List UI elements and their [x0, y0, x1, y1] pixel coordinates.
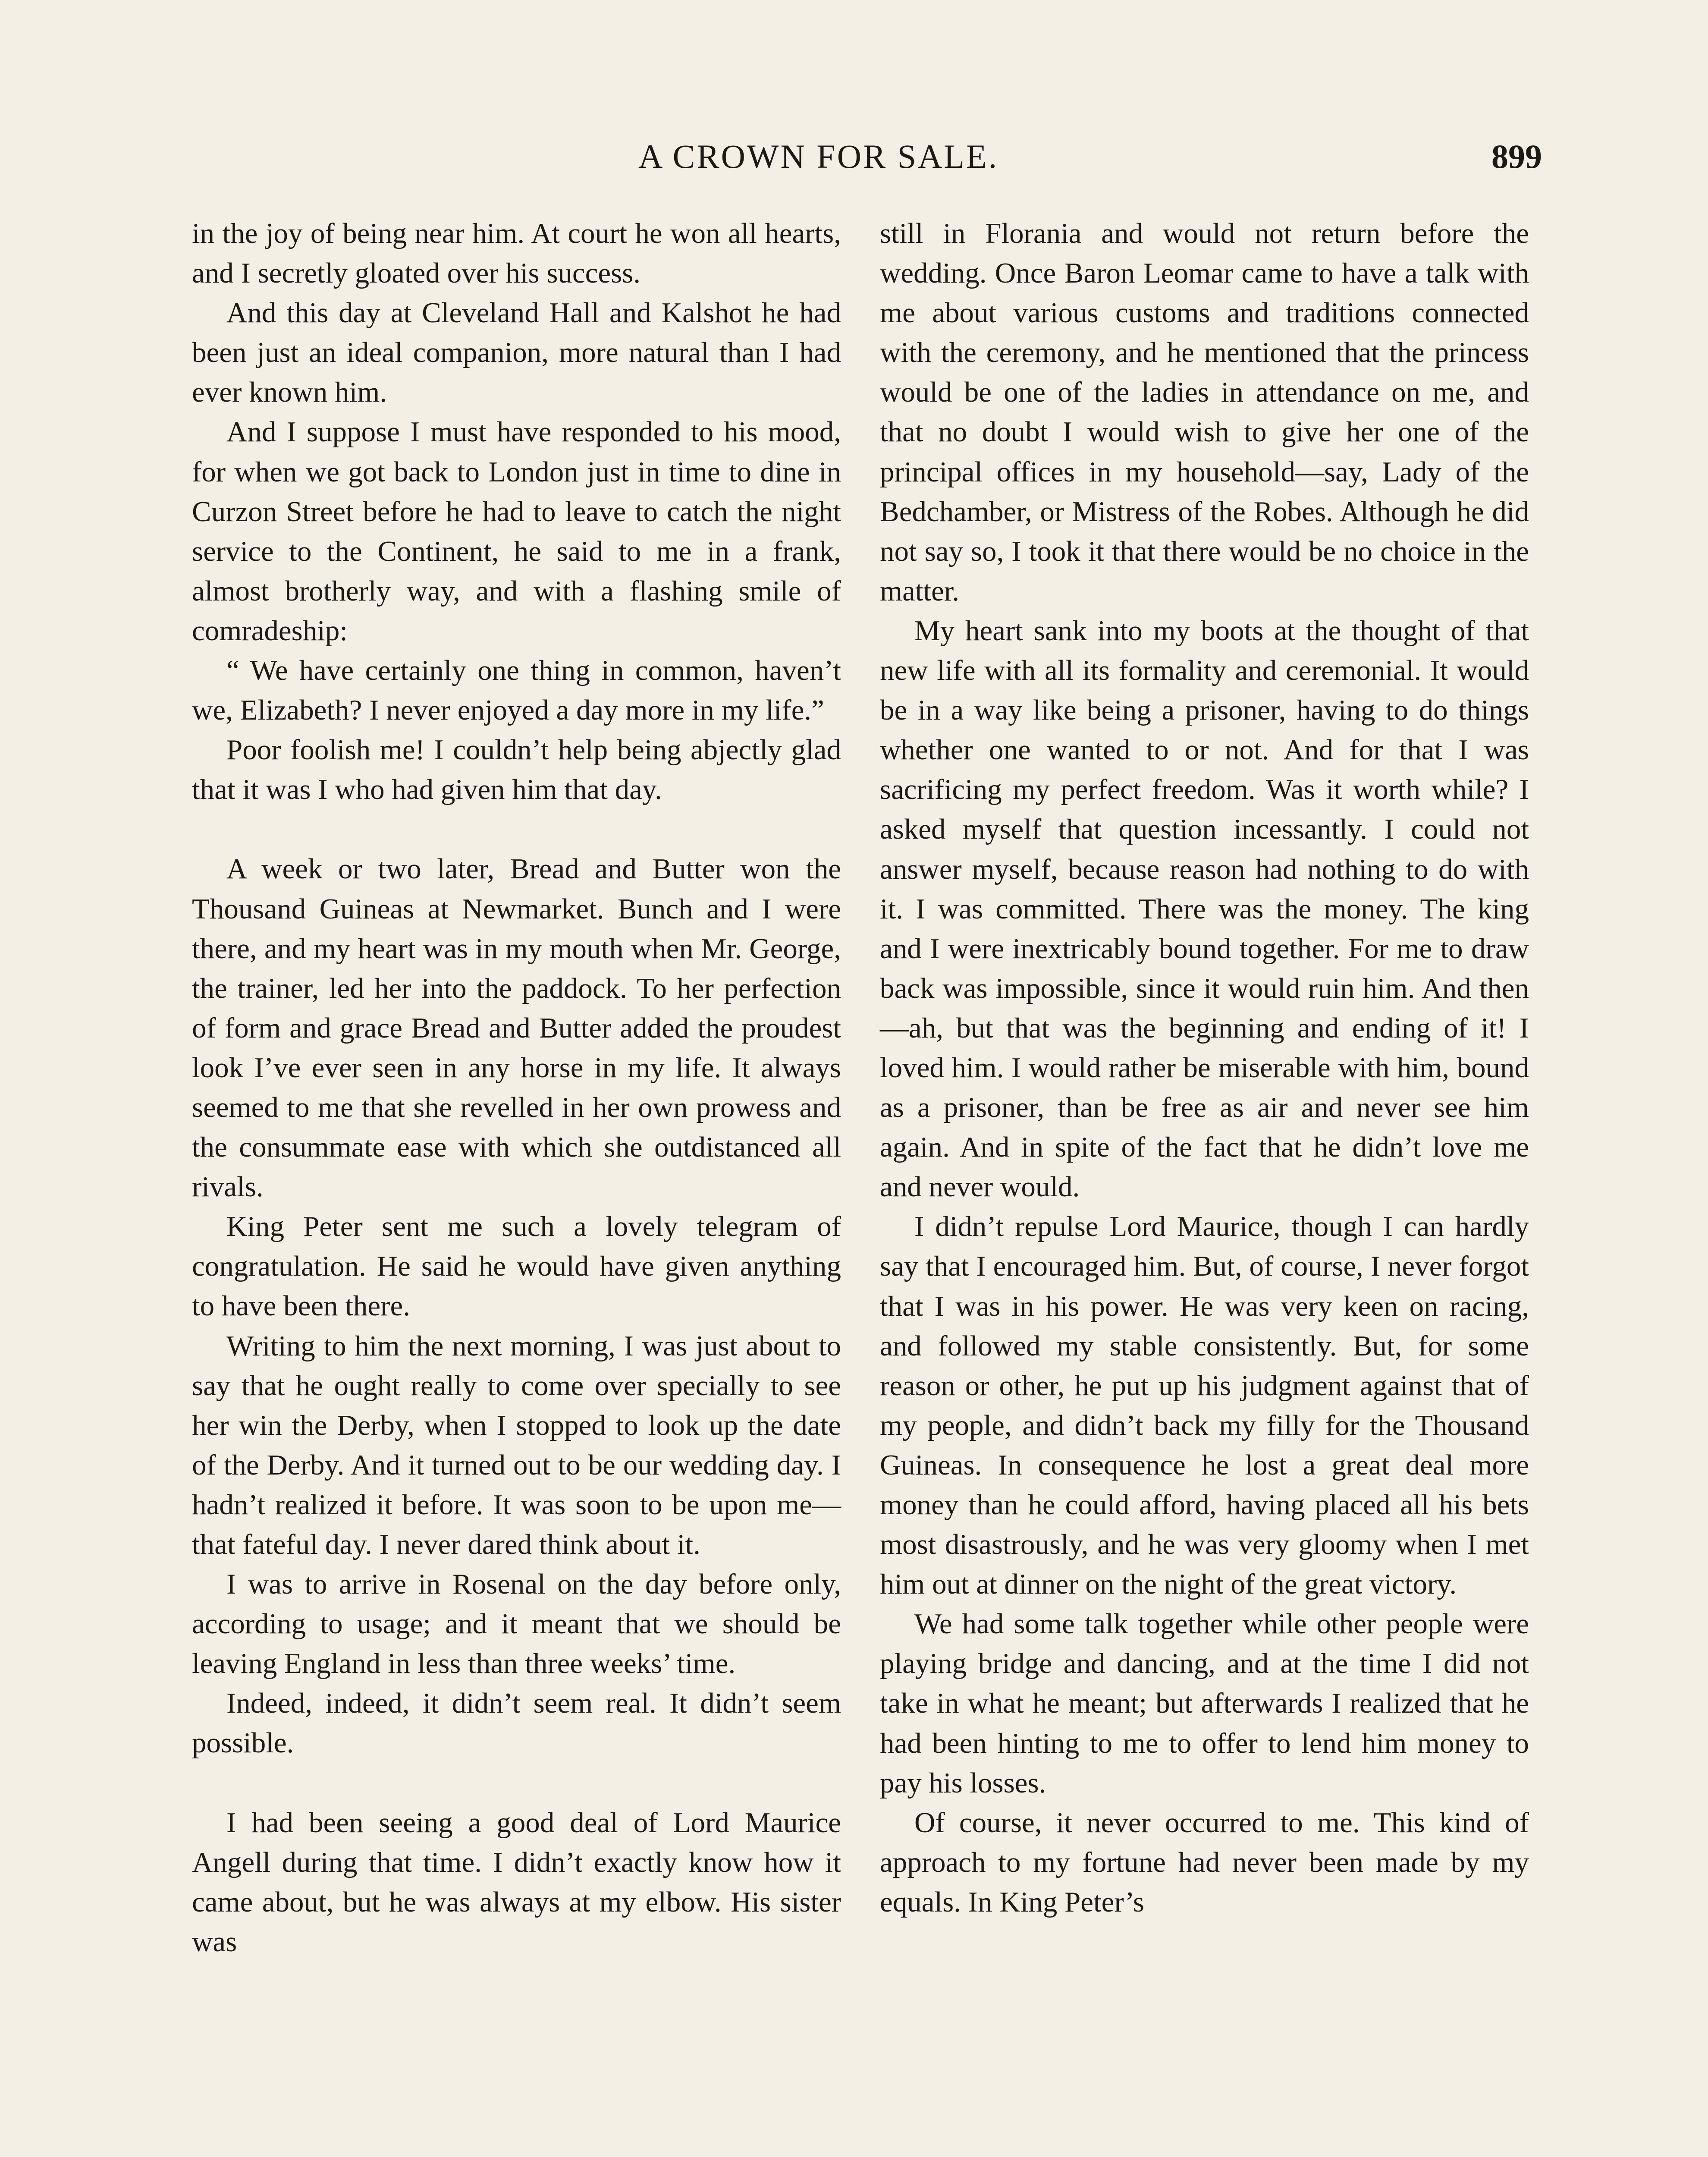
- left-text-column: [192, 214, 841, 1962]
- paragraph: “ We have certainly one thing in common, haven’t we, Elizabeth? I never enjoyed a day more in my life.”: [192, 654, 841, 726]
- paragraph: My heart sank into my boots at the thought of that new life with all its formality and ceremonial. It would be in a way like being a prisoner, having to do things whether one wanted to or not. And for that I was sacrificing my perfect freedom. Was it worth while? I asked myself that question incessantly. I could not answer myself, because reason had nothing to do with it. I was committed. There was the money. The king and I were inextricably bound together. For me to draw back was impossible, since it would ruin him. And then—ah, but that was the beginning and ending of it! I loved him. I would rather be miserable with him, bound as a prisoner, than be free as air and never see him again. And in spite of the fact that he didn’t love me and never would.: [880, 614, 1529, 1203]
- paragraph: I had been seeing a good deal of Lord Maurice Angell during that time. I didn’t exactly know how it came about, but he was always at my elbow. His sister was: [192, 1806, 841, 1958]
- paragraph: We had some talk together while other people were playing bridge and dancing, and at the time I did not take in what he meant; but afterwards I realized that he had been hinting to me to offer to lend him money to pay his losses.: [880, 1608, 1529, 1799]
- paragraph: Writing to him the next morning, I was just about to say that he ought really to come over specially to see her win the Derby, when I stopped to look up the date of the Derby. And it turned out to be our wedding day. I hadn’t realized it before. It was soon to be upon me—that fateful day. I never dared think about it.: [192, 1330, 841, 1560]
- running-title: A CROWN FOR SALE.: [638, 138, 999, 175]
- paragraph: Of course, it never occurred to me. This kind of approach to my fortune had never been made by my equals. In King Peter’s: [880, 1806, 1529, 1918]
- paragraph: A week or two later, Bread and Butter won the Thousand Guineas at Newmarket. Bunch and I were there, and my heart was in my mouth when Mr. George, the trainer, led her into the paddock. To her perfection of form and grace Bread and Butter added the proudest look I’ve ever seen in any horse in my life. It always seemed to me that she revelled in her own prowess and the consummate ease with which she outdistanced all rivals.: [192, 853, 841, 1203]
- right-text-column: [880, 214, 1529, 1922]
- paragraph: I was to arrive in Rosenal on the day before only, according to usage; and it meant that we should be leaving England in less than three weeks’ time.: [192, 1568, 841, 1680]
- paragraph: Indeed, indeed, it didn’t seem real. It didn’t seem possible.: [192, 1687, 841, 1759]
- page-header: [0, 137, 1708, 189]
- paragraph: Poor foolish me! I couldn’t help being abjectly glad that it was I who had given him that day.: [192, 734, 841, 806]
- paragraph: And I suppose I must have responded to his mood, for when we got back to London just in time to dine in Curzon Street before he had to leave to catch the night service to the Continent, he said to me in a frank, almost brotherly way, and with a flashing smile of comradeship:: [192, 416, 841, 647]
- page-number: 899: [1491, 138, 1542, 175]
- paragraph: still in Florania and would not return before the wedding. Once Baron Leomar came to have a talk with me about various customs and traditions connected with the ceremony, and he mentioned that the princess would be one of the ladies in attendance on me, and that no doubt I would wish to give her one of the principal offices in my household—say, Lady of the Bedchamber, or Mistress of the Robes. Although he did not say so, I took it that there would be no choice in the matter.: [880, 217, 1529, 607]
- paragraph: King Peter sent me such a lovely telegram of congratulation. He said he would have given anything to have been there.: [192, 1211, 841, 1322]
- paragraph: I didn’t repulse Lord Maurice, though I can hardly say that I encouraged him. But, of course, I never forgot that I was in his power. He was very keen on racing, and followed my stable consistently. But, for some reason or other, he put up his judgment against that of my people, and didn’t back my filly for the Thousand Guineas. In consequence he lost a great deal more money than he could afford, having placed all his bets most disastrously, and he was very gloomy when I met him out at dinner on the night of the great victory.: [880, 1211, 1529, 1600]
- paragraph: And this day at Cleveland Hall and Kalshot he had been just an ideal companion, more natural than I had ever known him.: [192, 297, 841, 409]
- paragraph: in the joy of being near him. At court he won all hearts, and I secretly gloated over his success.: [192, 217, 841, 289]
